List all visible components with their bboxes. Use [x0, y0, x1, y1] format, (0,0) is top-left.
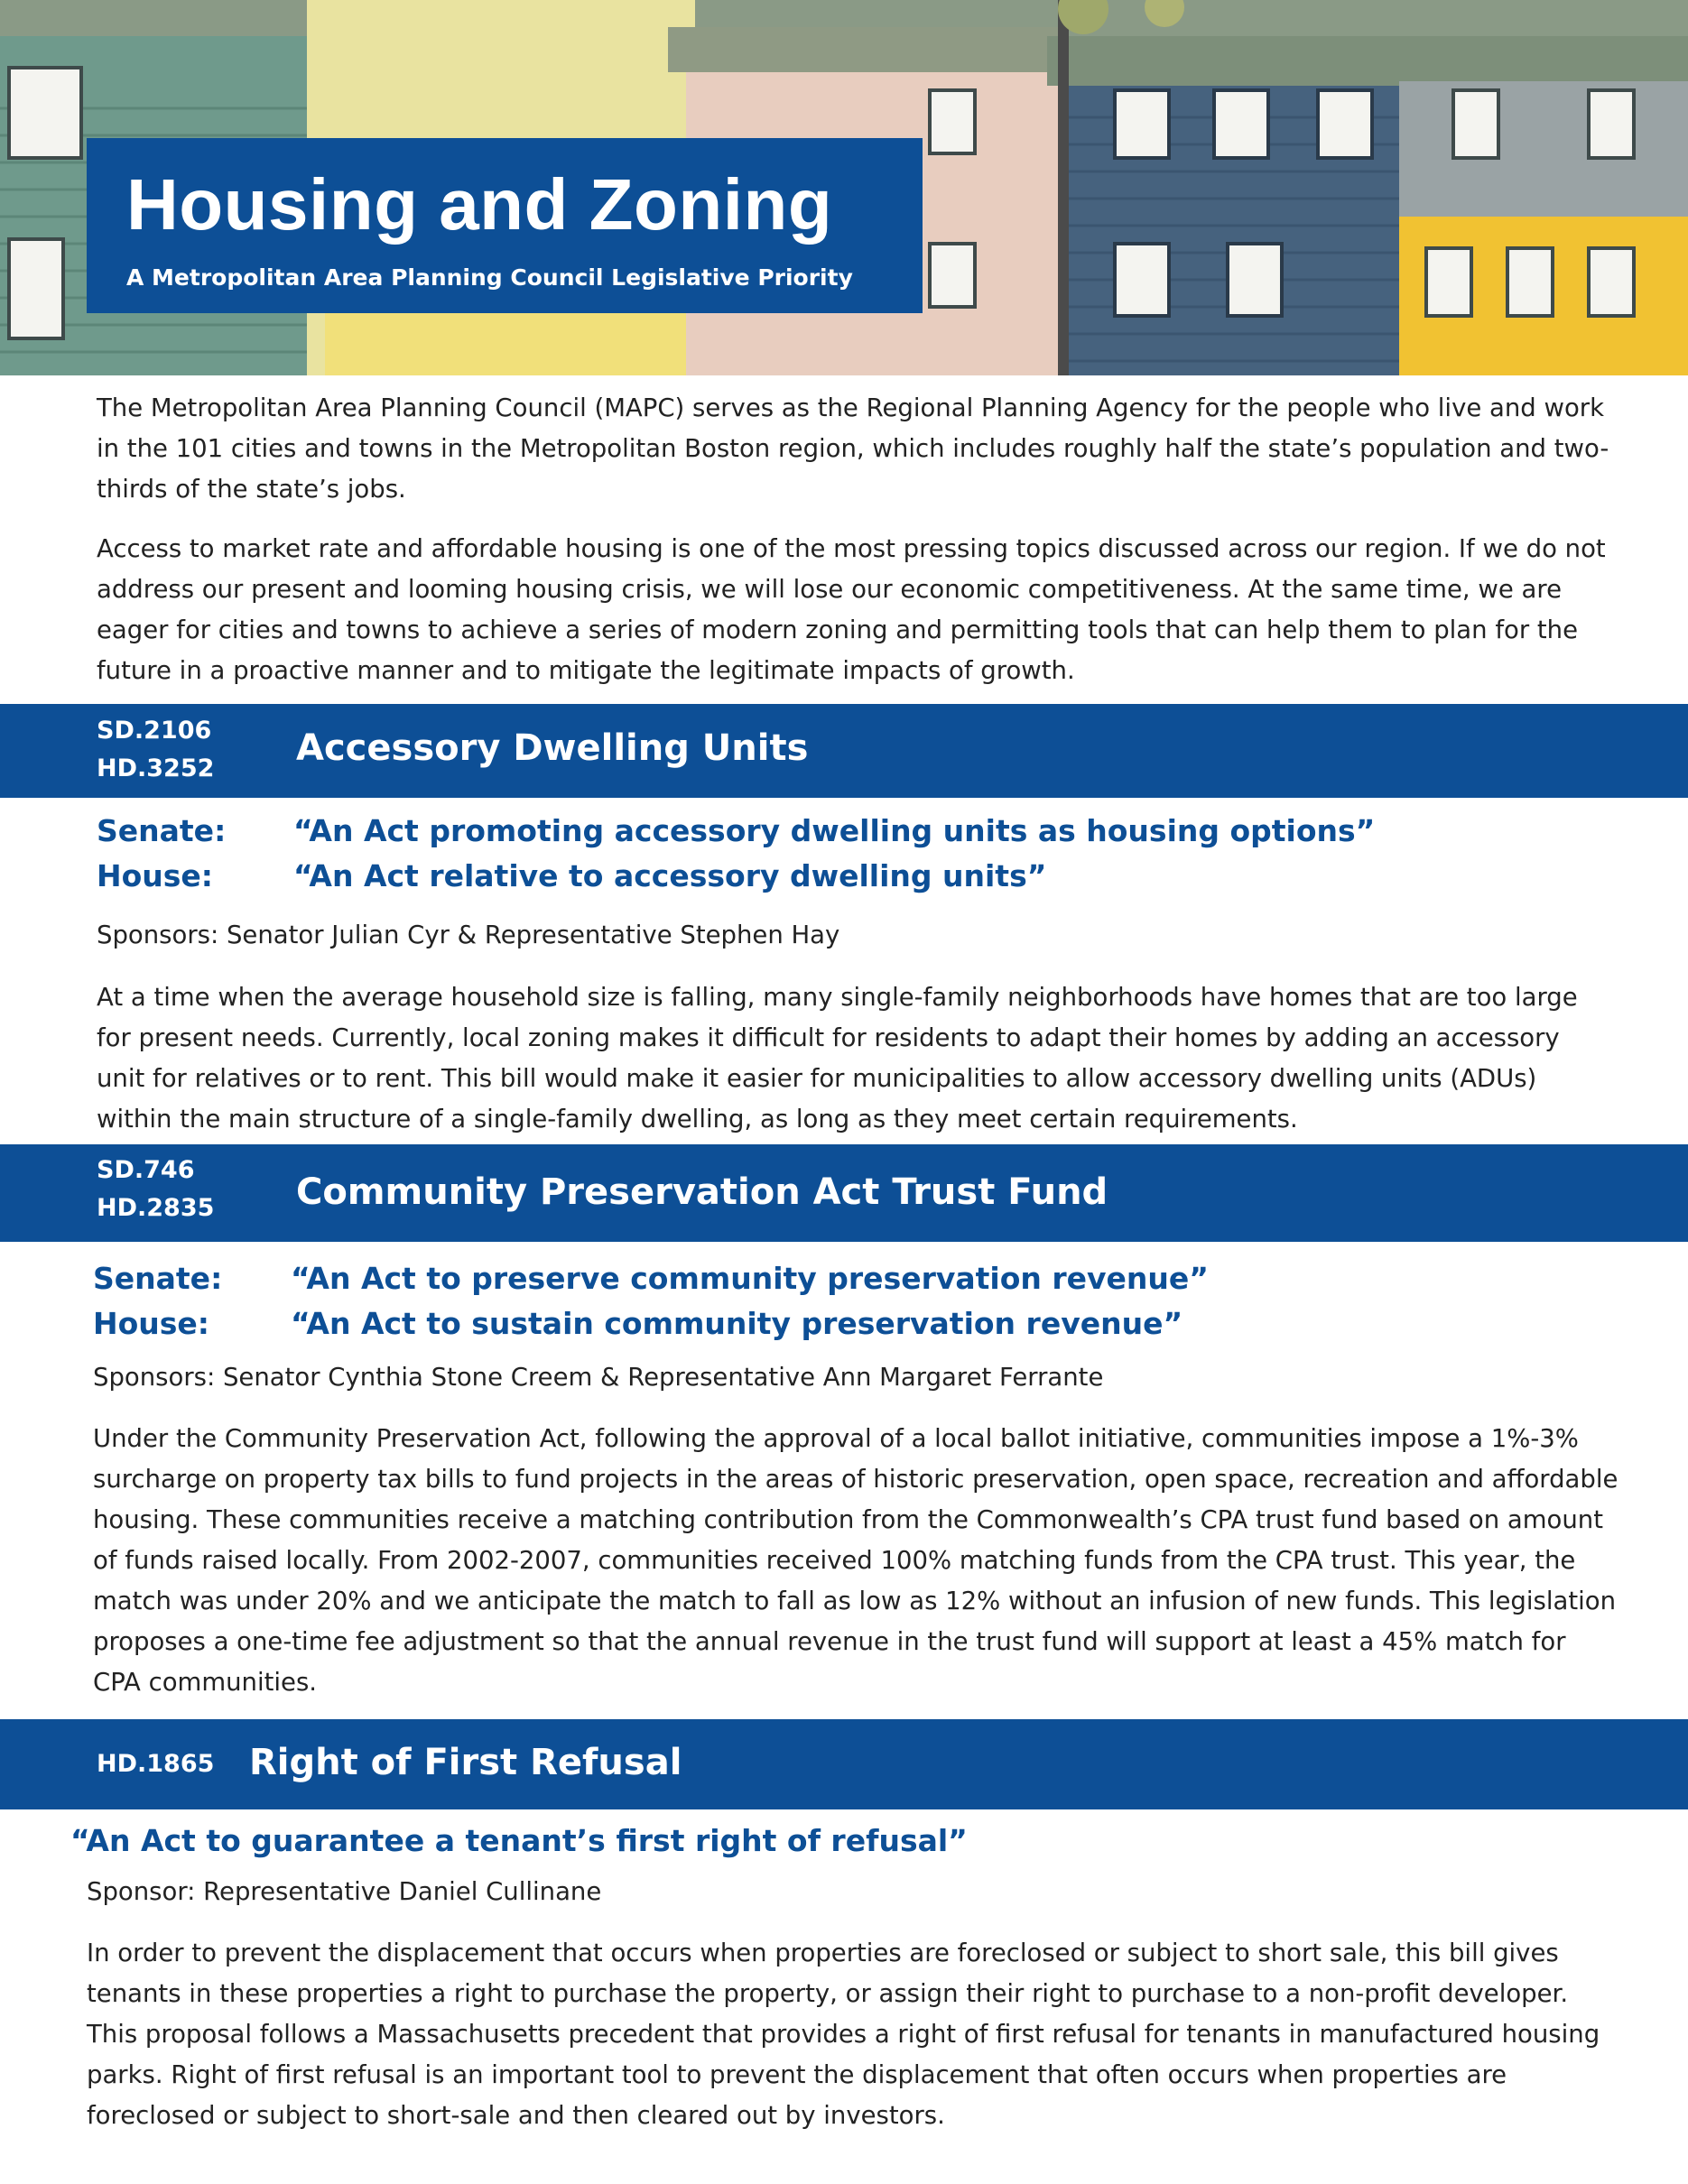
house-docket: HD.3252: [97, 754, 215, 782]
house-act-title: “An Act relative to accessory dwelling units”: [293, 858, 1047, 893]
section-title: Community Preservation Act Trust Fund: [296, 1171, 1108, 1213]
section-header-cpa: [0, 1144, 1688, 1242]
bill-codes: [97, 712, 214, 788]
senate-act-title: “An Act to preserve community preservation revenue”: [291, 1261, 1209, 1296]
page-title: Housing and Zoning: [126, 164, 833, 245]
section-title: Right of First Refusal: [249, 1742, 682, 1783]
header-banner: [0, 0, 1688, 375]
section-body: At a time when the average household size is falling, many single-family neighborhoods have homes that are too large for present needs. Currently, local zoning makes it difficult for residents to adapt their homes by adding an accessory unit for relatives or to rent. This bill would make it easier for municipalities to allow accessory dwelling units (ADUs) within the main structure of a single-family dwelling, as long as they meet certain requirements.: [97, 983, 1578, 1134]
sponsors-line: Sponsor: Representative Daniel Cullinane: [87, 1877, 602, 1906]
section-header-adu: [0, 704, 1688, 798]
bill-codes: [97, 1152, 214, 1227]
house-docket: HD.2835: [97, 1194, 215, 1222]
senate-docket: SD.746: [97, 1156, 195, 1184]
section-title: Accessory Dwelling Units: [296, 727, 809, 769]
house-label: House:: [93, 1306, 210, 1341]
intro-paragraph-2: Access to market rate and affordable housing is one of the most pressing topics discussed across our region. If we do not address our present and looming housing crisis, we will lose our economic competitiveness. At the same time, we are eager for cities and towns to achieve a series of modern zoning and permitting tools that can help them to plan for the future in a proactive manner and to mitigate the legitimate impacts of growth.: [97, 534, 1606, 685]
intro-paragraph-1: The Metropolitan Area Planning Council (MAPC) serves as the Regional Planning Agency for the people who live and work in the 101 cities and towns in the Metropolitan Boston region, which includes roughly half the state’s population and two-thirds of the state’s jobs.: [97, 393, 1609, 504]
sponsors-line: Sponsors: Senator Julian Cyr & Representative Stephen Hay: [97, 921, 840, 949]
act-title: “An Act to guarantee a tenant’s first right of refusal”: [70, 1823, 968, 1858]
bill-code: HD.1865: [97, 1750, 215, 1778]
senate-docket: SD.2106: [97, 717, 212, 745]
section-header-rofr: [0, 1719, 1688, 1809]
title-box: [87, 138, 923, 313]
senate-label: Senate:: [97, 813, 227, 848]
house-label: House:: [97, 858, 214, 893]
section-body: Under the Community Preservation Act, following the approval of a local ballot initiative, communities impose a 1%-3% surcharge on property tax bills to fund projects in the areas of historic preservation, open space, recreation and affordable housing. These communities receive a matching contribution from the Commonwealth’s CPA trust fund based on amount of funds raised locally. From 2002-2007, communities received 100% matching funds from the CPA trust. This year, the match was under 20% and we anticipate the match to fall as low as 12% without an infusion of new funds. This legislation proposes a one-time fee adjustment so that the annual revenue in the trust fund will support at least a 45% match for CPA communities.: [93, 1424, 1618, 1697]
section-body: In order to prevent the displacement that occurs when properties are foreclosed or subject to short sale, this bill gives tenants in these properties a right to purchase the property, or assign their right to purchase to a non-profit developer. This proposal follows a Massachusetts precedent that provides a right of first refusal for tenants in manufactured housing parks. Right of first refusal is an important tool to prevent the displacement that often occurs when properties are foreclosed or subject to short-sale and then cleared out by investors.: [87, 1939, 1600, 2130]
senate-act-title: “An Act promoting accessory dwelling units as housing options”: [293, 813, 1376, 848]
sponsors-line: Sponsors: Senator Cynthia Stone Creem & Representative Ann Margaret Ferrante: [93, 1363, 1104, 1392]
senate-label: Senate:: [93, 1261, 223, 1296]
page-subtitle: A Metropolitan Area Planning Council Legislative Priority: [126, 264, 853, 291]
house-act-title: “An Act to sustain community preservation revenue”: [291, 1306, 1183, 1341]
